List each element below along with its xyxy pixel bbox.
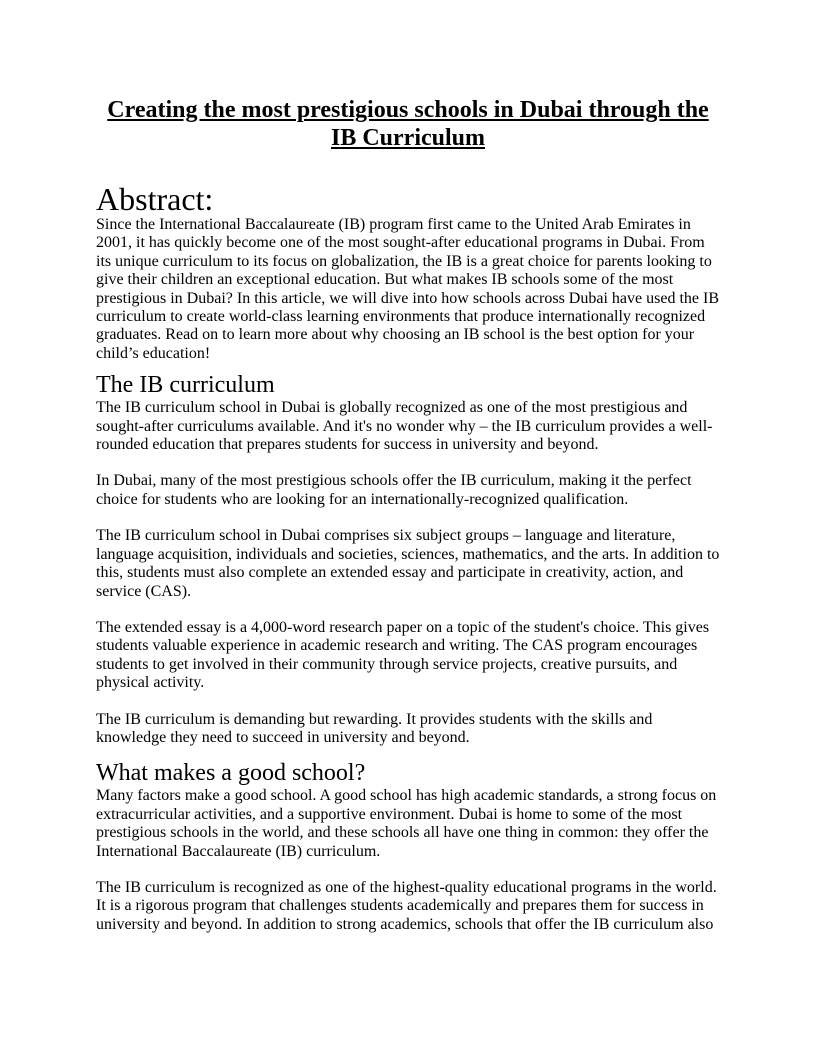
ib-paragraph-5: The IB curriculum is demanding but rewarding. It provides students with the skills and knowledge they need to succeed in university and beyond. — [96, 710, 653, 746]
document-page — [96, 96, 720, 934]
document-title: Creating the most prestigious schools in Dubai through the IB Curriculum — [107, 97, 709, 151]
good-school-heading: What makes a good school? — [96, 760, 366, 787]
ib-paragraph-1: The IB curriculum school in Dubai is globally recognized as one of the most prestigious and sought-after curriculums available. And it's no wonder why – the IB curriculum provides a well-rounded education that prepares students for success in university and beyond. — [96, 399, 713, 454]
abstract-heading: Abstract: — [96, 181, 214, 217]
ib-curriculum-heading: The IB curriculum — [96, 372, 275, 399]
abstract-paragraph: Since the International Baccalaureate (IB) program first came to the United Arab Emirates in 2001, it has quickly become one of the most sought-after educational programs in Dubai. From its unique curriculum to its focus on globalization, the IB is a great choice for parents looking to give their children an exceptional education. But what makes IB schools some of the most prestigious in Dubai? In this article, we will dive into how schools across Dubai have used the IB curriculum to create world-class learning environments that produce internationally recognized graduates. Read on to learn more about why choosing an IB school is the best option for your child’s education! — [96, 216, 719, 362]
ib-paragraph-4: The extended essay is a 4,000-word research paper on a topic of the student's choice. This gives students valuable experience in academic research and writing. The CAS program encourages students to get involved in their community through service projects, creative pursuits, and physical activity. — [96, 618, 710, 692]
good-school-paragraph-1: Many factors make a good school. A good school has high academic standards, a strong focus on extracurricular activities, and a supportive environment. Dubai is home to some of the most prestigious schools in the world, and these schools all have one thing in common: they offer the International Baccalaureate (IB) curriculum. — [96, 787, 717, 860]
ib-paragraph-3: The IB curriculum school in Dubai comprises six subject groups – language and literature, language acquisition, individuals and societies, sciences, mathematics, and the arts. In addition to this, students must also complete an extended essay and participate in creativity, action, and service (CAS). — [96, 527, 720, 600]
good-school-paragraph-2: The IB curriculum is recognized as one of the highest-quality educational programs in the world. It is a rigorous program that challenges students academically and prepares them for success in university and beyond. In addition to strong academics, schools that offer the IB curriculum also — [96, 878, 717, 933]
ib-paragraph-2: In Dubai, many of the most prestigious schools offer the IB curriculum, making it the perfect choice for students who are looking for an internationally-recognized qualification. — [96, 472, 692, 508]
